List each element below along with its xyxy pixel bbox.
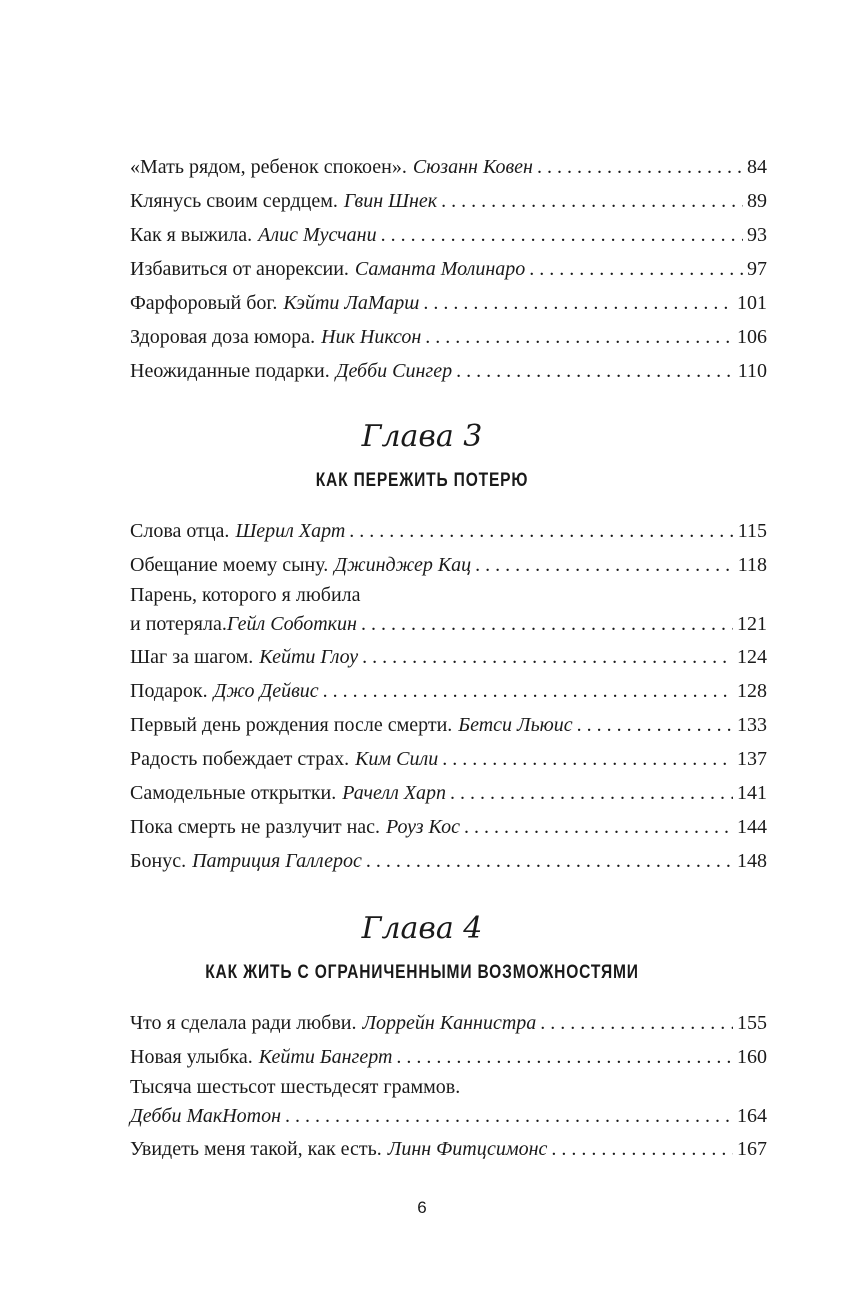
dot-leader — [349, 514, 733, 548]
dot-leader — [529, 252, 743, 286]
entry-author: Ким Сили — [355, 748, 439, 770]
dot-leader — [540, 1006, 733, 1040]
entry-title: Подарок. — [130, 680, 208, 702]
entry-author: Лоррейн Каннистра — [362, 1012, 537, 1034]
toc-list-chapter-2 — [130, 150, 767, 388]
entry-author: Кейти Бангерт — [258, 1046, 393, 1068]
dot-leader — [551, 1132, 733, 1166]
entry-title: Как я выжила. — [130, 224, 253, 246]
toc-entry — [130, 1040, 767, 1074]
entry-author: Сюзанн Ковен — [412, 156, 533, 178]
toc-entry — [130, 742, 767, 776]
entry-page-number: 128 — [737, 680, 767, 702]
entry-page-number: 144 — [737, 816, 767, 838]
entry-title: Увидеть меня такой, как есть. — [130, 1138, 382, 1160]
toc-list-chapter-4 — [130, 1006, 767, 1166]
entry-author: Кейти Глоу — [259, 646, 359, 668]
entry-title: Фарфоровый бог. — [130, 292, 278, 314]
entry-title: Здоровая доза юмора. — [130, 326, 316, 348]
entry-title: Тысяча шестьсот шестьдесят граммов. — [130, 1076, 461, 1098]
dot-leader — [441, 184, 743, 218]
toc-entry — [130, 320, 767, 354]
entry-author: Линн Фитцсимонс — [387, 1138, 548, 1160]
entry-author: Дебби Сингер — [335, 360, 453, 382]
entry-title: Неожиданные подарки. — [130, 360, 330, 382]
entry-page-number: 160 — [737, 1046, 767, 1068]
entry-title: Радость побеждает страх. — [130, 748, 350, 770]
dot-leader — [396, 1040, 733, 1074]
toc-entry — [130, 548, 767, 582]
toc-entry — [130, 286, 767, 320]
dot-leader — [423, 286, 733, 320]
entry-author: Шерил Харт — [235, 520, 346, 542]
dot-leader — [450, 776, 733, 810]
entry-title: Слова отца. — [130, 520, 230, 542]
entry-page-number: 124 — [737, 646, 767, 668]
dot-leader — [381, 218, 743, 252]
entry-title: Что я сделала ради любви. — [130, 1012, 357, 1034]
entry-title: Самодельные открытки. — [130, 782, 337, 804]
entry-page-number: 133 — [737, 714, 767, 736]
entry-title: Парень, которого я любила — [130, 584, 361, 606]
dot-leader — [577, 708, 733, 742]
toc-entry — [130, 1074, 767, 1132]
entry-page-number: 137 — [737, 748, 767, 770]
entry-page-number: 106 — [737, 326, 767, 348]
toc-entry — [130, 844, 767, 878]
entry-page-number: 167 — [737, 1138, 767, 1160]
dot-leader — [323, 674, 733, 708]
toc-entry — [130, 776, 767, 810]
entry-page-number: 121 — [737, 613, 767, 635]
dot-leader — [456, 354, 734, 388]
entry-title: Шаг за шагом. — [130, 646, 254, 668]
chapter-heading: Глава 3 — [361, 419, 483, 454]
toc-entry — [130, 708, 767, 742]
entry-author: Патриция Галлерос — [192, 850, 362, 872]
entry-author: Гвин Шнек — [343, 190, 438, 212]
dot-leader — [361, 608, 733, 640]
entry-page-number: 89 — [747, 190, 767, 212]
entry-page-number: 155 — [737, 1012, 767, 1034]
entry-title-continued: и потеряла. — [130, 613, 227, 635]
entry-title: Первый день рождения после смерти. — [130, 714, 453, 736]
entry-title: Клянусь своим сердцем. — [130, 190, 338, 212]
dot-leader — [537, 150, 743, 184]
entry-author: Гейл Соботкин — [226, 613, 357, 635]
entry-author: Кэйти ЛаМарш — [283, 292, 420, 314]
entry-author: Роуз Кос — [386, 816, 460, 838]
entry-page-number: 110 — [737, 360, 767, 382]
entry-title: Избавиться от анорексии. — [130, 258, 349, 280]
entry-author: Ник Никсон — [321, 326, 422, 348]
entry-page-number: 115 — [737, 520, 767, 542]
toc-entry — [130, 1006, 767, 1040]
toc-entry — [130, 582, 767, 640]
entry-author: Дебби МакНотон — [130, 1105, 281, 1127]
toc-entry — [130, 640, 767, 674]
entry-page-number: 93 — [747, 224, 767, 246]
entry-title: «Мать рядом, ребенок спокоен». — [130, 156, 407, 178]
chapter-heading: Глава 4 — [361, 911, 483, 946]
toc-entry — [130, 184, 767, 218]
entry-author: Джинджер Кац — [334, 554, 472, 576]
dot-leader — [362, 640, 733, 674]
toc-entry — [130, 514, 767, 548]
entry-title: Обещание моему сыну. — [130, 554, 329, 576]
toc-entry — [130, 674, 767, 708]
entry-page-number: 141 — [737, 782, 767, 804]
toc-entry — [130, 218, 767, 252]
entry-title: Новая улыбка. — [130, 1046, 253, 1068]
entry-page-number: 148 — [737, 850, 767, 872]
entry-author: Рачелл Харп — [342, 782, 447, 804]
entry-author: Бетси Льюис — [458, 714, 573, 736]
entry-author: Саманта Молинаро — [354, 258, 526, 280]
dot-leader — [285, 1100, 733, 1132]
entry-author: Джо Дейвис — [213, 680, 319, 702]
entry-title: Пока смерть не разлучит нас. — [130, 816, 381, 838]
dot-leader — [475, 548, 734, 582]
toc-entry — [130, 810, 767, 844]
chapter-subtitle: КАК ПЕРЕЖИТЬ ПОТЕРЮ — [315, 470, 529, 491]
toc-entry — [130, 150, 767, 184]
entry-page-number: 164 — [737, 1105, 767, 1127]
entry-page-number: 97 — [747, 258, 767, 280]
entry-author: Алис Мусчани — [258, 224, 377, 246]
page-number: 6 — [417, 1198, 427, 1217]
toc-entry — [130, 252, 767, 286]
chapter-subtitle: КАК ЖИТЬ С ОГРАНИЧЕННЫМИ ВОЗМОЖНОСТЯМИ — [205, 962, 639, 983]
entry-title: Бонус. — [130, 850, 187, 872]
entry-page-number: 101 — [737, 292, 767, 314]
toc-entry — [130, 354, 767, 388]
entry-page-number: 84 — [747, 156, 767, 178]
toc-entry — [130, 1132, 767, 1166]
dot-leader — [442, 742, 733, 776]
dot-leader — [464, 810, 733, 844]
dot-leader — [425, 320, 733, 354]
toc-list-chapter-3 — [130, 514, 767, 878]
entry-page-number: 118 — [737, 554, 767, 576]
dot-leader — [366, 844, 733, 878]
